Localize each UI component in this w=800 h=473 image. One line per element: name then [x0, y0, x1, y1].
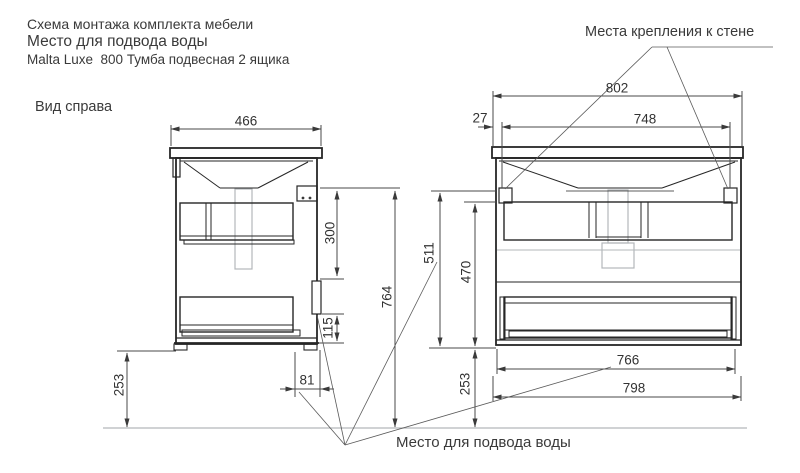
left-view-cabinet [170, 148, 322, 350]
dim-label-466: 466 [234, 113, 258, 129]
dim-label-470: 470 [458, 260, 474, 284]
product-name: Malta Luxe 800 Тумба подвесная 2 ящика [27, 52, 290, 67]
right-countertop [492, 147, 743, 158]
right-wall-bracket-right [724, 188, 737, 203]
left-body [176, 158, 317, 344]
right-body [496, 158, 741, 345]
dim-label-748: 748 [633, 111, 657, 127]
dim-label-81: 81 [299, 372, 315, 388]
dim-label-764: 764 [379, 285, 395, 309]
dim-label-300: 300 [322, 221, 338, 245]
dim-label-798: 798 [622, 380, 646, 396]
dim-label-115: 115 [320, 317, 336, 339]
left-wall-bracket [297, 186, 317, 201]
right-drain-pipe [608, 190, 628, 243]
right-lower-drawer [504, 297, 732, 338]
leader-lines [299, 47, 773, 445]
drawing-subtitle-water: Место для подвода воды [27, 33, 208, 50]
view-label-right-side: Вид справа [35, 99, 113, 115]
right-upper-drawer [504, 202, 732, 240]
left-drain-pipe [235, 189, 252, 269]
dim-label-511: 511 [421, 242, 437, 264]
right-siphon-box [602, 243, 634, 268]
dim-label-27: 27 [472, 110, 488, 126]
left-upper-drawer [180, 203, 294, 244]
dim-label-253-left: 253 [111, 373, 127, 397]
drawing-title: Схема монтажа комплекта мебели [27, 16, 254, 32]
dim-label-766: 766 [616, 352, 640, 368]
right-wall-bracket-left [499, 188, 512, 203]
left-water-cutout [312, 281, 321, 314]
dim-label-253-right: 253 [457, 372, 473, 396]
right-view-cabinet [492, 147, 743, 345]
dim-label-802: 802 [605, 80, 629, 96]
dim-798 [493, 376, 741, 401]
left-countertop [170, 148, 322, 158]
dim-802 [493, 91, 742, 146]
water-supply-label: Место для подвода воды [396, 434, 571, 451]
water-supply-leaders [299, 262, 611, 445]
left-lower-drawer [180, 297, 300, 336]
wall-mount-label: Места крепления к стене [585, 24, 755, 40]
